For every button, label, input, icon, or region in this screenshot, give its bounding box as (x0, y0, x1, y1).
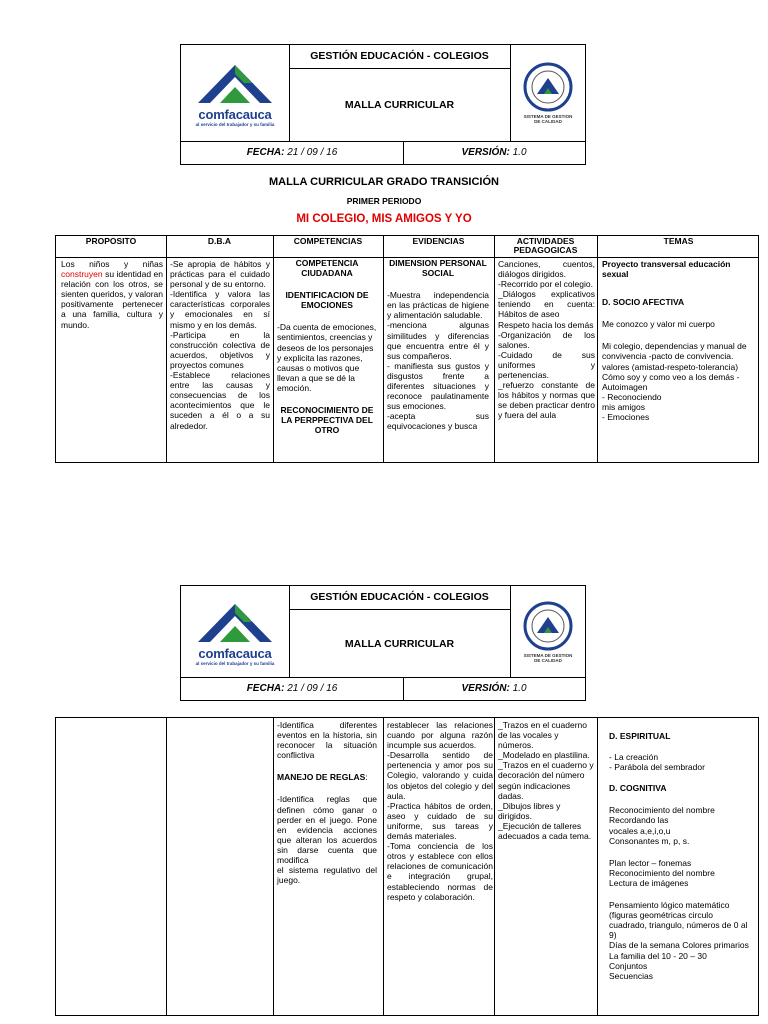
curriculum-table-page-1 (55, 235, 759, 463)
document-header-1 (180, 44, 586, 165)
header-title-management: GESTIÓN EDUCACIÓN - COLEGIOS (289, 45, 511, 69)
col-line (166, 236, 167, 462)
cell-temas: Proyecto transversal educación sexual D. SOCIO AFECTIVA Me conozco y valor mi cuerpo Mi colegio, dependencias y manual de convivencia -pacto de convivencia. valores (amistad-respeto-tolerancia) Cómo soy y como veo a los demás -Autoimagen - Reconociendo mis amigos - Emociones (602, 259, 747, 423)
quality-seal-icon (523, 62, 573, 112)
cell-proposito: Los niños y niñas construyen su identidad en relación con los otros, se sienten queridos, y valoran positivamente pertenecer a una familia, cultura y mundo. (61, 259, 163, 330)
date-field: FECHA: 21 / 09 / 16 (181, 678, 404, 700)
document-title: MALLA CURRICULAR GRADO TRANSICIÓN (269, 176, 499, 188)
header-actividades: ACTIVIDADES PEDAGOGICAS (513, 236, 578, 255)
version-field: VERSIÓN: 1.0 (461, 683, 527, 694)
cell-actividades: Canciones, cuentos, diálogos dirigidos. -Recorrido por el colegio. _Diálogos explicativos teniendo en cuenta: Hábitos de aseo Respeto hacia los demás -Organización de los salones. -Cuidado de sus uniformes y pertenencias. _refuerzo constante de los hábitos y normas que se deben practicar dentro y fuera del aula (498, 259, 595, 421)
col-line (166, 718, 167, 1015)
quality-system-label: SISTEMA DE GESTION DE CALIDAD (523, 652, 573, 663)
header-temas: TEMAS (663, 236, 694, 246)
unit-subtitle: MI COLEGIO, MIS AMIGOS Y YO (296, 213, 472, 225)
logo-cell (181, 45, 290, 141)
cell-actividades: _Trazos en el cuaderno de las vocales y números. _Modelado en plastilina. _Trazos en el cuaderno y decoración del número según indicaciones dadas. _Dibujos libres y dirigidos. _Ejecución de talleres adecuados a cada tema. (498, 720, 594, 842)
quality-system-label: SISTEMA DE GESTION DE CALIDAD (523, 114, 573, 124)
period-label: PRIMER PERIODO (346, 196, 422, 206)
cell-competencias: -Identifica diferentes eventos en la historia, sin reconocer la situación conflictiva MANEJO DE REGLAS: -Identifica reglas que definen cómo ganar o perder en el juego. Pone en evidencia acciones que alteran los acuerdos sin darse cuenta que modifica el sistema regulativo del juego. (277, 720, 377, 886)
curriculum-table-page-2 (55, 717, 759, 1016)
brand-name: comfacauca (198, 645, 272, 661)
col-line (494, 236, 495, 462)
quality-seal-cell (511, 586, 585, 677)
brand-name: comfacauca (198, 107, 272, 122)
quality-seal-icon (523, 601, 573, 651)
brand-slogan: al servicio del trabajador y su familia (195, 660, 275, 666)
comfacauca-logo-icon (190, 598, 280, 644)
header-proposito: PROPOSITO (85, 236, 137, 246)
col-line (273, 718, 274, 1015)
cell-evidencias: DIMENSION PERSONAL SOCIAL -Muestra independencia en las prácticas de higiene y alimentación saludable. -menciona algunas similitudes y diferencias que encuentra entre él y sus compañeros. - manifiesta sus gustos y disgustos frente a diferentes situaciones y reconoce paulatinamente sus emociones. -acepta sus equivocaciones y busca (387, 258, 489, 432)
comfacauca-logo-icon (190, 59, 280, 105)
document-header-2 (180, 585, 586, 701)
cell-dba: -Se apropia de hábitos y prácticas para el cuidado personal y de su entorno. -Identifica y valora las características corporales y emocionales en sí mismo y en los demás. -Participa en la construcción colectiva de acuerdos, objetivos y proyectos comunes -Establece relaciones entre las causas y consecuencias de los acontecimientos que le suceden a él o a su alrededor. (170, 259, 270, 431)
cell-competencias: COMPETENCIA CIUDADANA IDENTIFICACION DE EMOCIONES -Da cuenta de emociones, sentimientos, creencias y deseos de los personajes y explicita las razones, causas o motivos que llevan a que se dé la emoción. RECONOCIMIENTO DE LA PERPPECTIVA DEL OTRO (277, 258, 377, 436)
header-evidencias: EVIDENCIAS (412, 236, 465, 246)
quality-seal-cell (511, 45, 585, 141)
col-line (597, 236, 598, 462)
header-footer-row (181, 141, 585, 164)
col-line (383, 718, 384, 1015)
col-line (597, 718, 598, 1015)
brand-slogan: al servicio del trabajador y su familia (195, 122, 275, 127)
header-title-curriculum: MALLA CURRICULAR (289, 69, 511, 141)
col-line (383, 236, 384, 462)
logo-cell (181, 586, 290, 677)
header-dba: D.B.A (207, 236, 232, 246)
version-field: VERSIÓN: 1.0 (461, 147, 527, 158)
header-competencias: COMPETENCIAS (293, 236, 363, 246)
col-line (273, 236, 274, 462)
header-footer-row (181, 677, 585, 700)
date-field: FECHA: 21 / 09 / 16 (181, 142, 404, 164)
cell-evidencias: restablecer las relaciones cuando por alguna razón incumple sus acuerdos. -Desarrolla sentido de pertenencia y amor pos su Colegio, valorando y cuida los objetos del colegio y del aula. -Practica hábitos de orden, aseo y cuidado de su uniforme, sus tareas y demás materiales. -Toma conciencia de los otros y establece con ellos relaciones de comunicación e integración grupal, estableciendo normas de respeto y colaboración. (387, 720, 493, 902)
header-title-management: GESTIÓN EDUCACIÓN - COLEGIOS (289, 586, 511, 610)
header-title-curriculum: MALLA CURRICULAR (289, 610, 511, 677)
cell-temas: D. ESPIRITUAL - La creación - Parábola del sembrador D. COGNITIVA Reconocimiento del nombre Recordando las vocales a,e,i,o,u Consonantes m, p, s. Plan lector – fonemas Reconocimiento del nombre Lectura de imágenes Pensamiento lógico matemático (figuras geométricas circulo cuadrado, triangulo, números de 0 al 9) Días de la semana Colores primarios La familia del 10 - 20 – 30 Conjuntos Secuencias (609, 731, 749, 981)
